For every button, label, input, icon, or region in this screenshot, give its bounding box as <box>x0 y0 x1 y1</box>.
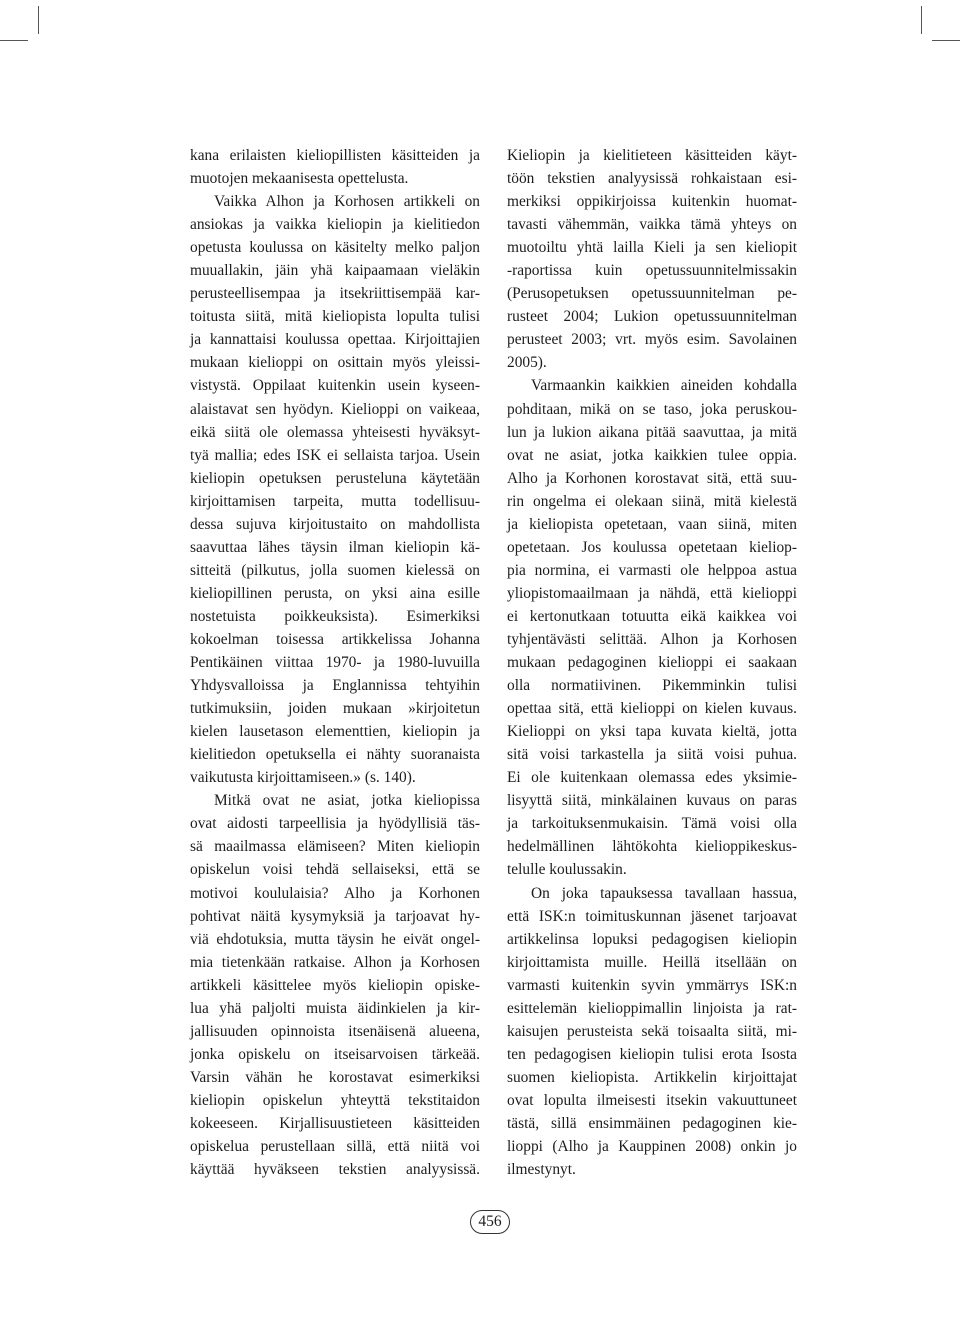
text-line: suomen kieliopista. Artikkelin kirjoittajat <box>507 1068 797 1086</box>
crop-mark-top-right-horizontal <box>932 40 960 41</box>
text-line: ovat aidosti tarpeellisia ja hyödyllisiä täs- <box>190 815 480 833</box>
text-line: ansiokas ja vaikka kieliopin ja kielitiedon <box>190 216 480 234</box>
text-line: tästä, sillä ensimmäinen pedagoginen kie- <box>507 1114 797 1132</box>
text-line: dessa sujuva kirjoitustaito on mahdollista <box>190 515 480 533</box>
text-line: kirjoittamisen tarpeita, mutta todellisuu- <box>190 492 480 510</box>
text-line: On joka tapauksessa tavallaan hassua, <box>531 884 797 902</box>
text-line: sä maailmassa elämiseen? Miten kieliopin <box>190 838 480 856</box>
text-line: telulle koulussakin. <box>507 861 627 879</box>
text-line: käyttää hyväkseen tekstien analyysissä. <box>190 1161 480 1179</box>
text-line: hedelmällinen lähtökohta kielioppikeskus- <box>507 838 797 856</box>
text-line: pia normina, ei varmasti ole helppoa astua <box>507 561 797 579</box>
text-line: jonka opiskelu on itseisarvoisen tärkeää. <box>190 1045 480 1063</box>
text-line: ja kannattaisi koulussa opettaa. Kirjoittajien <box>190 331 480 349</box>
text-line: kielen lausetason elementtien, kieliopin ja <box>190 723 480 741</box>
text-line: (Perusopetuksen opetussuunnitelman pe- <box>507 285 797 303</box>
text-line: 2005). <box>507 354 547 372</box>
text-line: artikkelinsa lopuksi pedagogisen kieliopin <box>507 930 797 948</box>
text-line: jallisuuden opinnoista itsenäisenä alueena, <box>190 1022 480 1040</box>
text-line: lun ja lukion aikana pitää saavuttaa, ja mitä <box>507 423 797 441</box>
text-line: artikkeli käsittelee myös kieliopin opiske- <box>190 976 480 994</box>
text-line: kirjoittamista muille. Heillä itsellään on <box>507 953 797 971</box>
text-line: kana erilaisten kieliopillisten käsitteiden ja <box>190 147 480 164</box>
text-line: rin ongelma ei olekaan siinä, mitä kielestä <box>507 492 797 510</box>
text-line: alaistavat sen hyödyn. Kielioppi on vaikeaa, <box>190 400 480 418</box>
text-line: tavasti vähemmän, vaikka tämä yhteys on <box>507 216 797 234</box>
text-line: varmasti kuitenkin syvin ymmärrys ISK:n <box>507 976 797 994</box>
text-line: eikä siitä ole olemassa yhteisesti hyväksyt- <box>190 423 480 441</box>
text-line: nostetuista poikkeuksista). Esimerkiksi <box>190 607 480 625</box>
text-line: perusteet 2003; vrt. myös esim. Savolainen <box>507 331 797 349</box>
page-number: 456 <box>470 1210 510 1234</box>
text-line: lisyyttä siitä, minkälainen kuvaus on paras <box>507 792 797 810</box>
text-line: yliopistomaailmaan ja nähdä, että kielioppi <box>507 584 797 602</box>
right-text-column <box>507 144 797 1181</box>
text-line: töön tekstien analyysissä rohkaistaan esi- <box>507 170 797 188</box>
text-line: tutkimuksiin, joiden mukaan »kirjoitetun <box>190 700 480 718</box>
text-line: viä ehdotuksia, mutta täysin he eivät ongel- <box>190 930 480 948</box>
text-line: muotoiltu yhtä lailla Kieli ja sen kieliopit <box>507 239 797 257</box>
crop-mark-top-right-vertical <box>921 6 922 34</box>
text-line: ei kertonutkaan totuutta eikä kaikkea voi <box>507 607 797 625</box>
text-line: Varmaankin kaikkien aineiden kohdalla <box>531 377 797 395</box>
text-line: pohditaan, mikä on se taso, joka peruskou- <box>507 400 797 418</box>
text-line: olla normatiivinen. Pikemminkin tulisi <box>507 677 797 695</box>
text-line: ovat ne asiat, jotka kaikkien tulee oppia. <box>507 446 797 464</box>
text-line: ilmestynyt. <box>507 1161 576 1179</box>
text-line: muotojen mekaanisesta opettelusta. <box>190 170 409 188</box>
text-line: Alho ja Korhonen korostavat sitä, että suu- <box>507 469 797 487</box>
text-line: mia tietenkään ratkaise. Alhon ja Korhosen <box>190 953 480 971</box>
text-line: mukaan kielioppi on osittain myös yleissi- <box>190 354 480 372</box>
text-line: opettaa sitä, että kielioppi on kielen kuvaus. <box>507 700 797 718</box>
text-line: kielitiedon opetuksella ei nähty suoranaista <box>190 746 480 764</box>
crop-mark-top-left-vertical <box>38 6 39 34</box>
crop-mark-top-left-horizontal <box>0 40 28 41</box>
text-line: kokeeseen. Kirjallisuustieteen käsitteiden <box>190 1114 480 1132</box>
text-line: Yhdysvalloissa ja Englannissa tehtyihin <box>190 677 480 695</box>
left-text-column <box>190 144 480 1181</box>
text-line: kokoelman toisessa artikkelissa Johanna <box>190 630 480 648</box>
text-line: ja kieliopista opetetaan, vaan siinä, miten <box>507 515 797 533</box>
text-line: Mitkä ovat ne asiat, jotka kieliopissa <box>214 792 480 810</box>
text-line: sitteitä (pilkutus, jolla suomen kielessä on <box>190 561 480 579</box>
text-line: sitä voisi tarkastella ja siitä voisi puhua. <box>507 746 797 764</box>
text-line: vistystä. Oppilaat kuitenkin usein kyseen- <box>190 377 480 395</box>
text-line: ja tarkoituksenmukaisin. Tämä voisi olla <box>507 815 797 833</box>
text-line: opiskelun voisi tehdä sellaiseksi, että se <box>190 861 480 879</box>
text-line: Ei ole kuitenkaan olemassa edes yksimie- <box>507 769 797 787</box>
text-line: mukaan pedagoginen kielioppi ei saakaan <box>507 654 797 672</box>
text-line: esittelemän kielioppimallin linjoista ja rat- <box>507 999 797 1017</box>
text-line: Kieliopin ja kielitieteen käsitteiden käyt- <box>507 147 797 164</box>
text-line: muuallakin, jäin yhä kaipaamaan vieläkin <box>190 262 480 280</box>
text-line: Vaikka Alhon ja Korhosen artikkeli on <box>214 193 480 211</box>
text-line: että ISK:n toimituskunnan jäsenet tarjoavat <box>507 907 797 925</box>
text-line: pohtivat näitä kysymyksiä ja tarjoavat hy- <box>190 907 480 925</box>
text-line: saavuttaa lähes täysin ilman kieliopin kä- <box>190 538 480 556</box>
text-line: ten pedagogisen kieliopin tulisi erota Isosta <box>507 1045 797 1063</box>
text-line: opetusta koulussa on käsitelty melko paljon <box>190 239 480 257</box>
text-line: kieliopin opetuksen perusteluna käytetään <box>190 469 480 487</box>
text-line: opetetaan. Jos koulussa opetetaan kieliop- <box>507 538 797 556</box>
text-line: toitusta siitä, mitä kieliopista lopulta tulisi <box>190 308 480 326</box>
text-line: tyhjentävästi selittää. Alhon ja Korhosen <box>507 630 797 648</box>
text-line: Kielioppi on yksi tapa kuvata kieltä, jotta <box>507 723 797 741</box>
text-line: -raportissa kuin opetussuunnitelmissakin <box>507 262 797 280</box>
text-line: rusteet 2004; Lukion opetussuunnitelman <box>507 308 797 326</box>
text-line: merkiksi oppikirjoissa kuitenkin huomat- <box>507 193 797 211</box>
text-line: lioppi (Alho ja Kauppinen 2008) onkin jo <box>507 1138 797 1156</box>
text-line: kaisujen perusteista sekä toisaalta siitä, mi- <box>507 1022 797 1040</box>
text-line: opiskelua perustellaan sillä, että niitä voi <box>190 1138 480 1156</box>
text-line: perusteellisempaa ja itsekriittisempää kar- <box>190 285 480 303</box>
text-line: ovat lopulta ilmeisesti itsekin vakuuttuneet <box>507 1091 797 1109</box>
text-line: Pentikäinen viittaa 1970- ja 1980-luvuilla <box>190 654 480 672</box>
text-line: motivoi koululaisia? Alho ja Korhonen <box>190 884 480 902</box>
text-line: kieliopin opiskelun yhteyttä tekstitaidon <box>190 1091 480 1109</box>
text-line: Varsin vähän he korostavat esimerkiksi <box>190 1068 480 1086</box>
text-line: vaikutusta kirjoittamiseen.» (s. 140). <box>190 769 416 787</box>
text-line: kieliopillinen perusta, on yksi aina esille <box>190 584 480 602</box>
text-line: tyä mallia; edes ISK ei sellaista tarjoa. Usein <box>190 446 480 464</box>
text-line: lua yhä paljolti muista äidinkielen ja kir- <box>190 999 480 1017</box>
